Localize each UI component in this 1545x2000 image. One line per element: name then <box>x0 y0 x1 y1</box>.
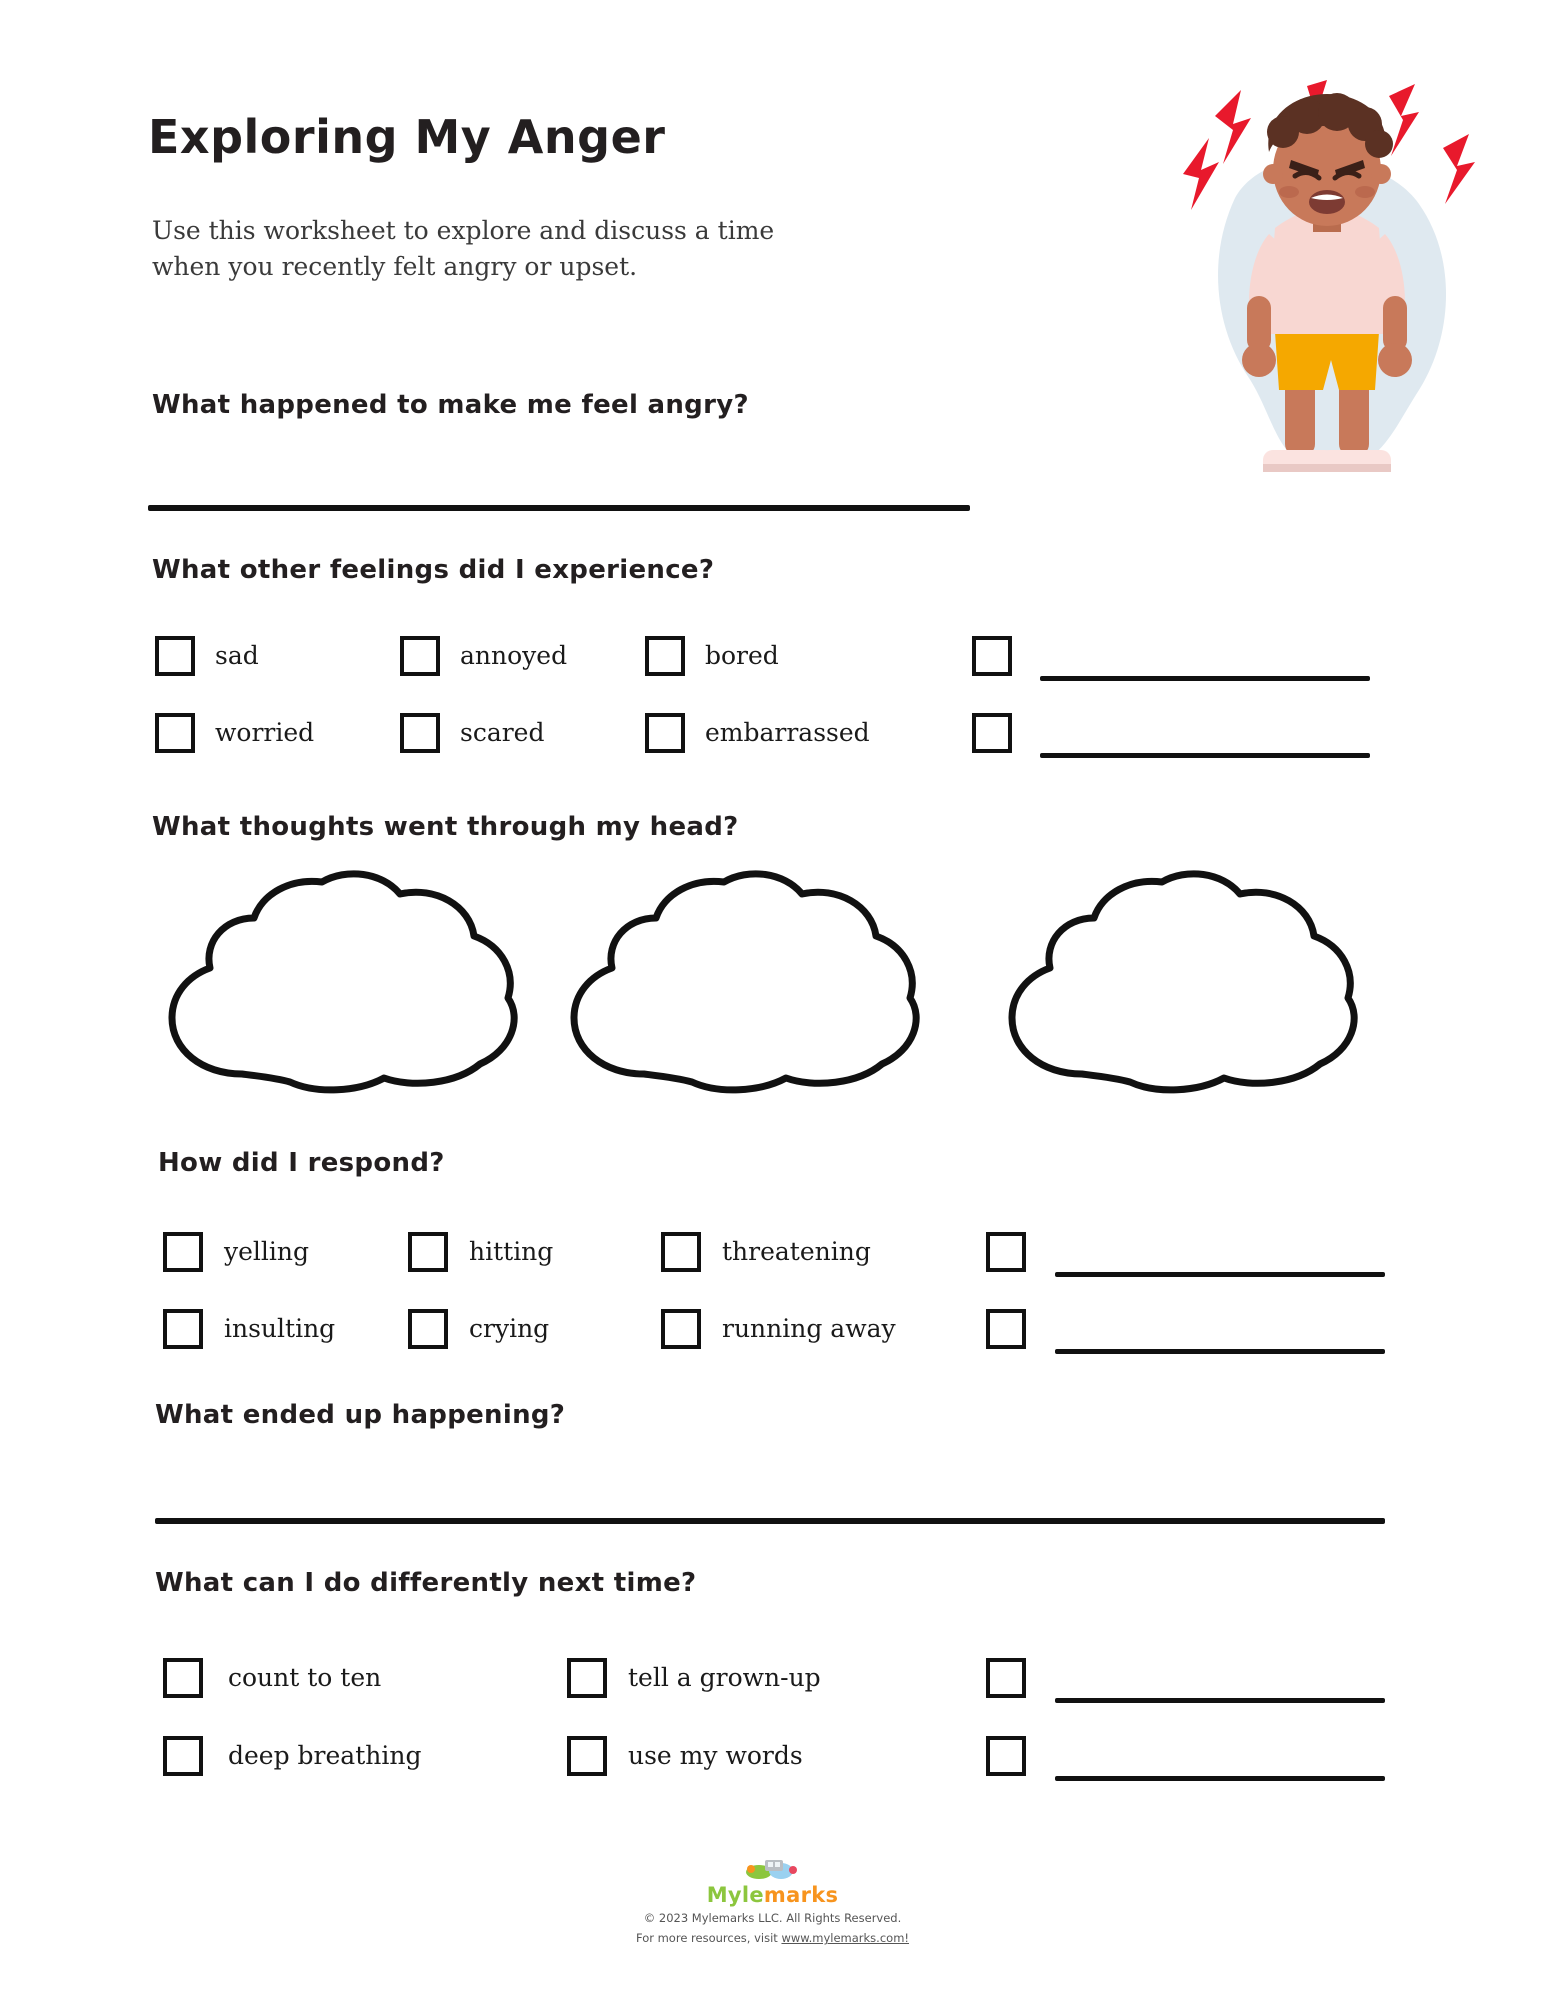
blank-line-differently-2[interactable] <box>1055 1776 1385 1781</box>
checkbox-label-use-my-words: use my words <box>628 1741 803 1770</box>
thought-cloud-3[interactable] <box>990 868 1370 1102</box>
checkbox-label-hitting: hitting <box>469 1237 554 1266</box>
brand-name <box>0 1883 1545 1907</box>
answer-line-ended-up[interactable] <box>155 1518 1385 1524</box>
checkbox-bored[interactable] <box>645 636 685 676</box>
question-other-feelings: What other feelings did I experience? <box>152 555 715 585</box>
checkbox-label-threatening: threatening <box>722 1237 871 1266</box>
answer-line-what-happened[interactable] <box>148 505 970 511</box>
checkbox-sad[interactable] <box>155 636 195 676</box>
checkbox-label-deep-breathing: deep breathing <box>228 1741 422 1770</box>
blank-line-differently-1[interactable] <box>1055 1698 1385 1703</box>
checkbox-insulting[interactable] <box>163 1309 203 1349</box>
resources-text <box>0 1930 1545 1947</box>
question-ended-up: What ended up happening? <box>155 1400 566 1430</box>
page-subtitle: Use this worksheet to explore and discuss a time when you recently felt angry or upset. <box>152 216 775 282</box>
checkbox-label-tell-a-grown-up: tell a grown-up <box>628 1663 821 1692</box>
checkbox-tell-a-grown-up[interactable] <box>567 1658 607 1698</box>
checkbox-count-to-ten[interactable] <box>163 1658 203 1698</box>
page-title: Exploring My Anger <box>148 110 666 164</box>
checkbox-threatening[interactable] <box>661 1232 701 1272</box>
checkbox-label-count-to-ten: count to ten <box>228 1663 382 1692</box>
brand-name-part-1: Myle <box>706 1883 764 1907</box>
checkbox-blank-respond-1[interactable] <box>986 1232 1026 1272</box>
copyright-text: © 2023 Mylemarks LLC. All Rights Reserved. <box>643 1911 902 1925</box>
checkbox-label-crying: crying <box>469 1314 550 1343</box>
checkbox-deep-breathing[interactable] <box>163 1736 203 1776</box>
checkbox-label-worried: worried <box>215 718 315 747</box>
checkbox-use-my-words[interactable] <box>567 1736 607 1776</box>
mylemarks-logo-icon <box>737 1855 809 1881</box>
angry-child-illustration <box>1157 78 1497 498</box>
checkbox-label-insulting: insulting <box>224 1314 336 1343</box>
checkbox-label-annoyed: annoyed <box>460 641 568 670</box>
checkbox-blank-respond-2[interactable] <box>986 1309 1026 1349</box>
checkbox-yelling[interactable] <box>163 1232 203 1272</box>
checkbox-label-scared: scared <box>460 718 545 747</box>
question-what-happened: What happened to make me feel angry? <box>152 390 749 420</box>
thought-cloud-1[interactable] <box>150 868 530 1102</box>
checkbox-hitting[interactable] <box>408 1232 448 1272</box>
footer <box>0 1855 1545 1948</box>
checkbox-label-sad: sad <box>215 641 259 670</box>
checkbox-label-running-away: running away <box>722 1314 896 1343</box>
checkbox-blank-feelings-2[interactable] <box>972 713 1012 753</box>
blank-line-respond-1[interactable] <box>1055 1272 1385 1277</box>
checkbox-worried[interactable] <box>155 713 195 753</box>
checkbox-label-bored: bored <box>705 641 779 670</box>
question-differently: What can I do differently next time? <box>155 1568 697 1598</box>
checkbox-blank-differently-1[interactable] <box>986 1658 1026 1698</box>
question-respond: How did I respond? <box>158 1148 445 1178</box>
checkbox-blank-differently-2[interactable] <box>986 1736 1026 1776</box>
checkbox-annoyed[interactable] <box>400 636 440 676</box>
blank-line-feelings-2[interactable] <box>1040 753 1370 758</box>
mylemarks-link[interactable]: www.mylemarks.com! <box>781 1931 910 1946</box>
question-thoughts: What thoughts went through my head? <box>152 812 739 842</box>
checkbox-blank-feelings-1[interactable] <box>972 636 1012 676</box>
thought-cloud-2[interactable] <box>552 868 932 1102</box>
checkbox-label-embarrassed: embarrassed <box>705 718 870 747</box>
checkbox-crying[interactable] <box>408 1309 448 1349</box>
checkbox-embarrassed[interactable] <box>645 713 685 753</box>
checkbox-running-away[interactable] <box>661 1309 701 1349</box>
checkbox-scared[interactable] <box>400 713 440 753</box>
checkbox-label-yelling: yelling <box>224 1237 310 1266</box>
brand-name-part-2: marks <box>763 1883 839 1907</box>
blank-line-respond-2[interactable] <box>1055 1349 1385 1354</box>
resources-prefix: For more resources, visit <box>635 1931 782 1946</box>
blank-line-feelings-1[interactable] <box>1040 676 1370 681</box>
